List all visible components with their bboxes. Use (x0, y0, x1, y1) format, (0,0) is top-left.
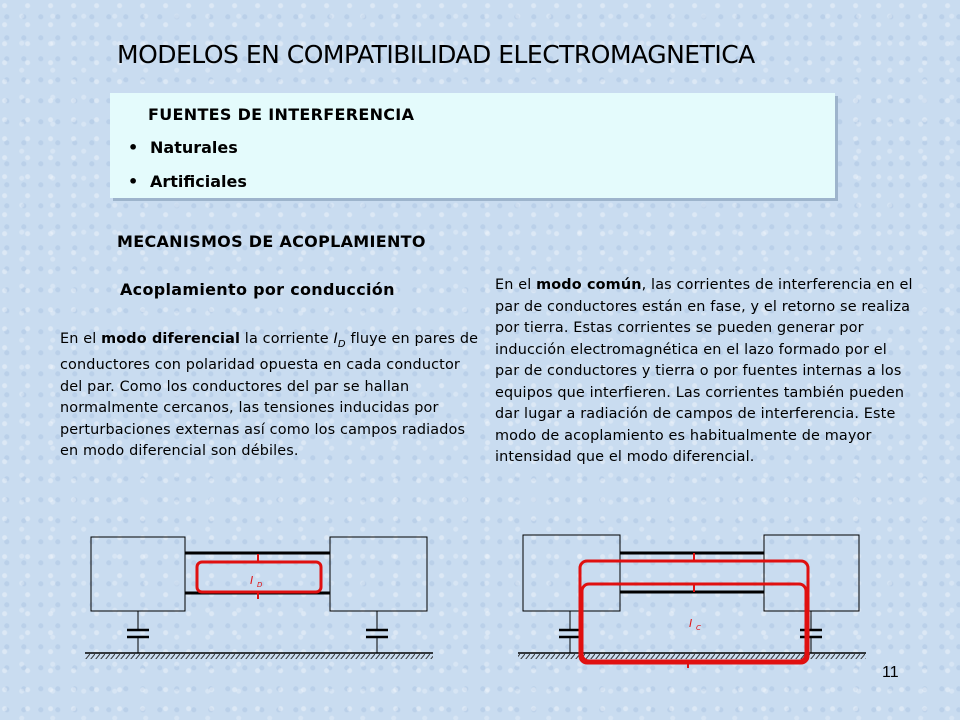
ground-hatch (85, 654, 433, 659)
common-current-loop-outer (580, 561, 808, 663)
current-symbol: I (333, 331, 338, 347)
current-subscript: D (337, 338, 346, 350)
common-mode-diagram (518, 535, 866, 668)
text-fragment: , las corrientes de interferencia en el par de conductores están en fase, y el retorno se realiza por tierra. Estas corrientes se pueden generar por inducción electromagnética en el lazo formado por el par de conductores y tierra o por fuentes internas a los equipos que interfieren. Las corrientes también pueden dar lugar a radiación de campos de interferencia. Este modo de acoplamiento es habitualmente de mayor intensidad que el modo diferencial. (495, 277, 913, 465)
source-artificiales: Artificiales (150, 172, 247, 191)
source-naturales: Naturales (150, 138, 238, 157)
slide-title: MODELOS EN COMPATIBILIDAD ELECTROMAGNETICA (117, 40, 755, 69)
equipment-box-left (523, 535, 620, 611)
equipment-box-right (330, 537, 427, 611)
sources-heading: FUENTES DE INTERFERENCIA (148, 105, 415, 124)
label-id-sub: D (257, 581, 263, 589)
label-id: I (250, 574, 254, 587)
common-current-loop-inner (582, 584, 806, 661)
text-fragment: En el (495, 277, 537, 293)
label-ic-sub: C (696, 624, 701, 632)
label-ic: I (689, 617, 693, 630)
equipment-box-left (91, 537, 185, 611)
term-differential: modo diferencial (101, 331, 241, 347)
differential-mode-diagram (85, 537, 433, 659)
text-fragment: la corriente (240, 331, 334, 347)
bullet-icon: • (128, 138, 139, 157)
equipment-box-right (764, 535, 859, 611)
page-number: 11 (882, 664, 899, 681)
text-fragment: En el (60, 331, 102, 347)
term-common: modo común (536, 277, 642, 293)
ground-hatch (518, 654, 866, 659)
text-fragment: fluye en pares de conductores con polaridad opuesta en cada conductor del par. Como los conductores del par se hallan normalmente cercanos, las tensiones inducidas por perturbaciones externas así como los campos radiados en modo diferencial son débiles. (60, 331, 479, 460)
bullet-icon: • (128, 172, 139, 191)
conduction-heading: Acoplamiento por conducción (120, 280, 395, 299)
mechanisms-heading: MECANISMOS DE ACOPLAMIENTO (117, 232, 426, 251)
